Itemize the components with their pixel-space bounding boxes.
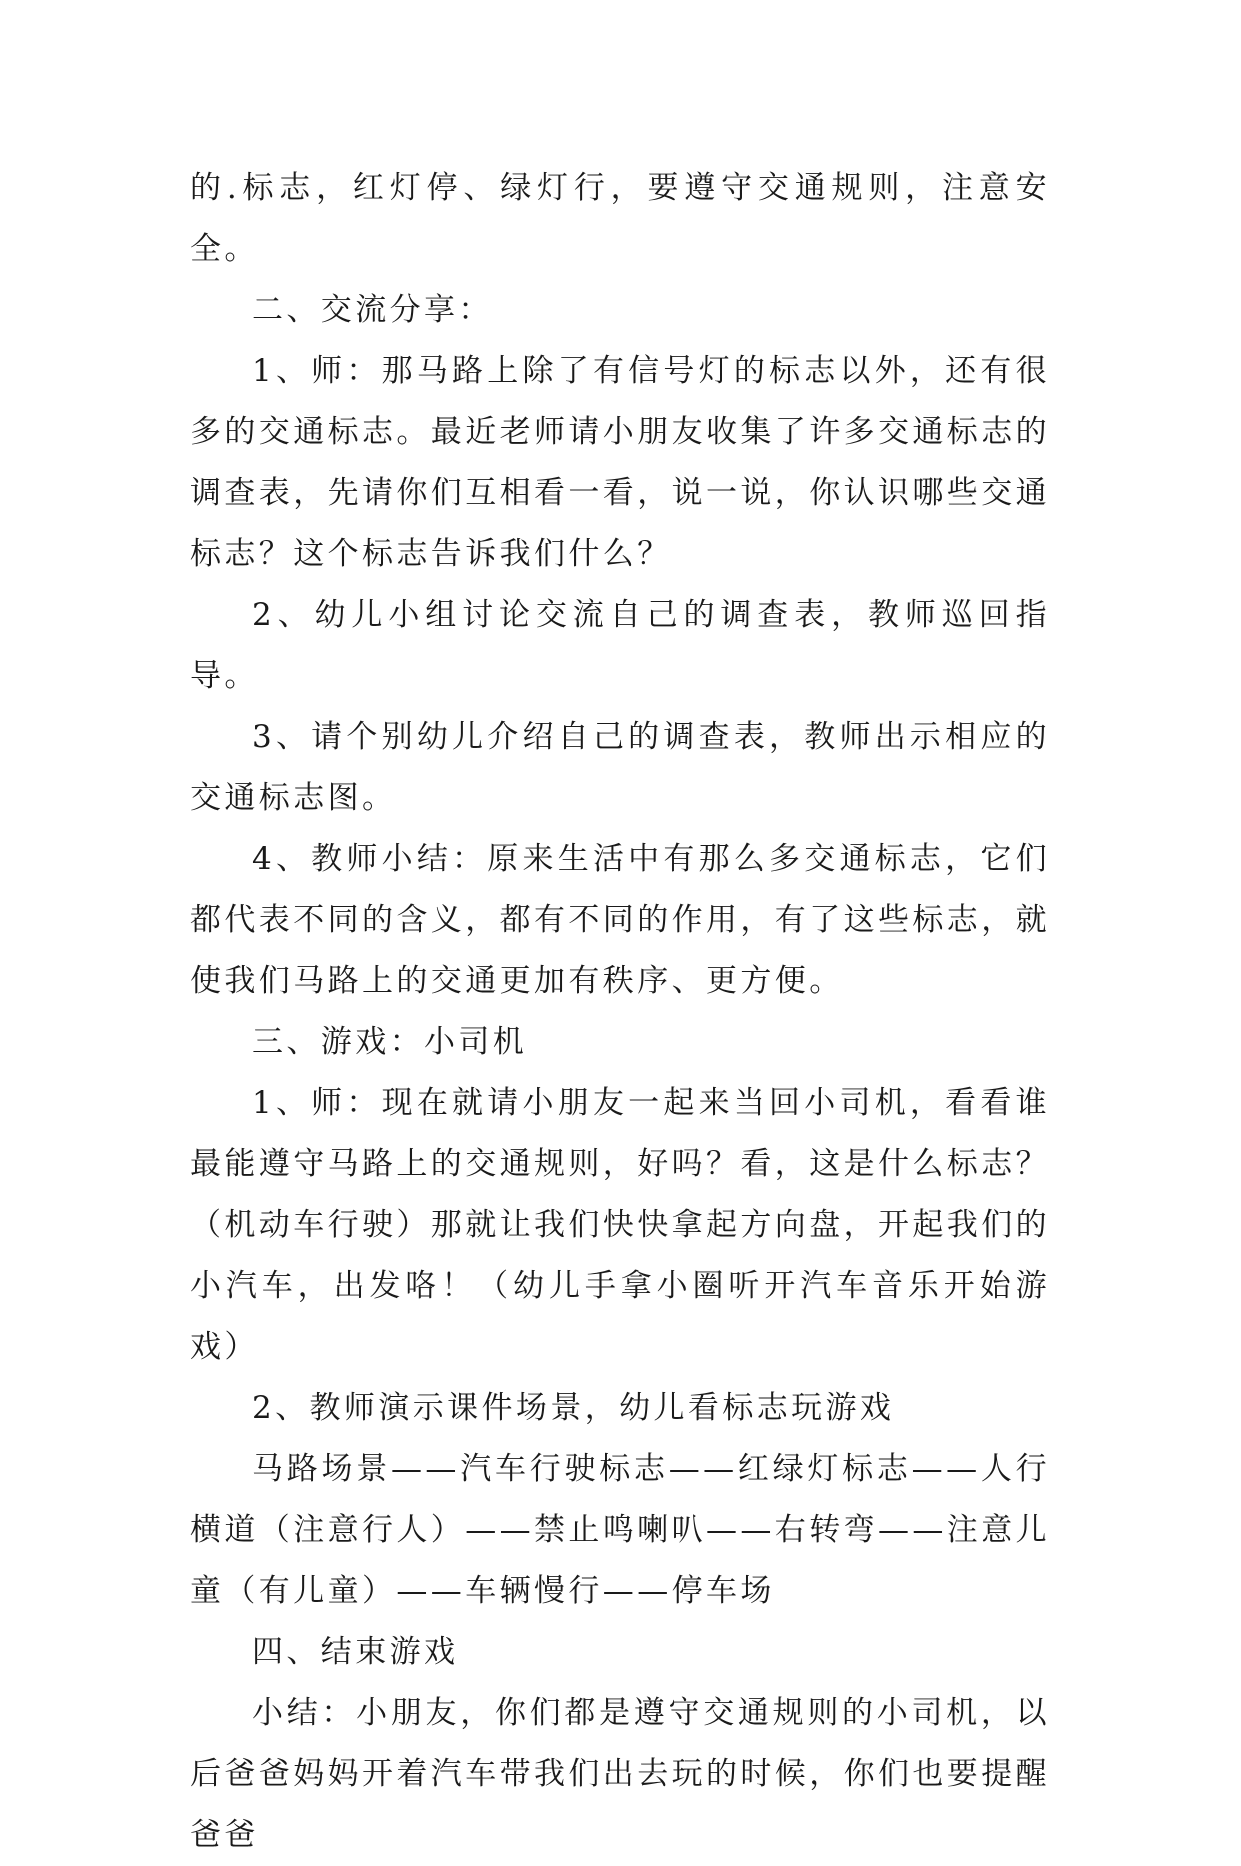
paragraph-teacher-question: 1、师：那马路上除了有信号灯的标志以外，还有很多的交通标志。最近老师请小朋友收集了许多交通标志的调查表，先请你们互相看一看，说一说，你认识哪些交通标志？这个标志告诉我们什么？ (190, 353, 1050, 572)
paragraph-courseware: 2、教师演示课件场景，幼儿看标志玩游戏 (252, 1390, 895, 1426)
section-heading-game: 三、游戏：小司机 (252, 1024, 528, 1060)
paragraph-scene-sequence: 马路场景——汽车行驶标志——红绿灯标志——人行横道（注意行人）——禁止鸣喇叭——右转弯——注意儿童（有儿童）——车辆慢行——停车场 (190, 1451, 1050, 1609)
paragraph-individual-intro: 3、请个别幼儿介绍自己的调查表，教师出示相应的交通标志图。 (190, 719, 1050, 816)
paragraph-game-intro: 1、师：现在就请小朋友一起来当回小司机，看看谁最能遵守马路上的交通规则，好吗？看，这是什么标志？（机动车行驶）那就让我们快快拿起方向盘，开起我们的小汽车，出发咯！（幼儿手拿小圈听开汽车音乐开始游戏） (190, 1085, 1050, 1365)
section-heading-exchange: 二、交流分享： (252, 292, 493, 328)
section-heading-end-game: 四、结束游戏 (252, 1634, 459, 1670)
paragraph-group-discussion: 2、幼儿小组讨论交流自己的调查表，教师巡回指导。 (190, 597, 1050, 694)
paragraph-conclusion: 小结：小朋友，你们都是遵守交通规则的小司机，以后爸爸妈妈开着汽车带我们出去玩的时候，你们也要提醒爸爸 (190, 1695, 1050, 1853)
paragraph-continuation: 的.标志，红灯停、绿灯行，要遵守交通规则，注意安全。 (190, 170, 1050, 267)
document-body (190, 158, 1050, 1866)
paragraph-teacher-summary: 4、教师小结：原来生活中有那么多交通标志，它们都代表不同的含义，都有不同的作用，有了这些标志，就使我们马路上的交通更加有秩序、更方便。 (190, 841, 1050, 999)
